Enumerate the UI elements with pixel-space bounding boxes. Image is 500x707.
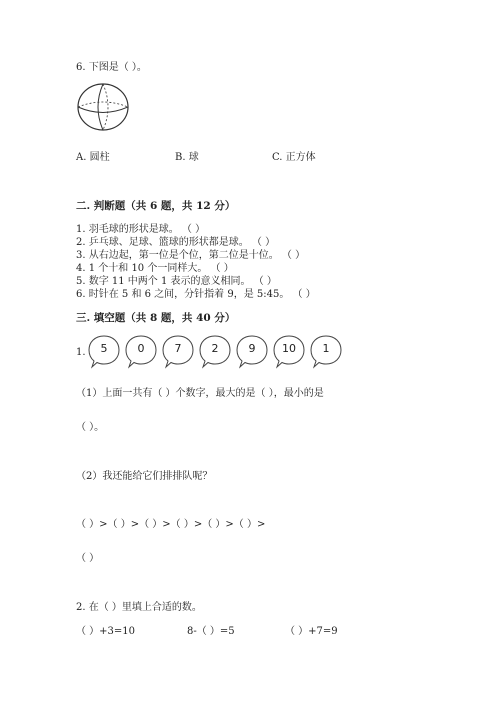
- speech-bubble: [310, 335, 342, 367]
- speech-bubble: [125, 335, 157, 367]
- bubble-number: 7: [174, 342, 182, 355]
- judge-item-6: 6. 时针在 5 和 6 之间，分针指着 9，是 5:45。 （ ）: [76, 289, 316, 300]
- bubble-number: 2: [211, 342, 219, 355]
- option-c: C. 正方体: [272, 152, 316, 163]
- section-2-heading: 二. 判断题（共 6 题，共 12 分）: [76, 200, 236, 212]
- speech-bubble: [199, 335, 231, 367]
- sphere-figure: [76, 82, 130, 132]
- option-a: A. 圆柱: [76, 152, 110, 163]
- equation-2: 8-（ ）=5: [187, 626, 235, 637]
- section-3-heading: 三. 填空题（共 8 题，共 40 分）: [76, 312, 236, 324]
- option-b: B. 球: [175, 152, 199, 163]
- judge-item-4: 4. 1 个十和 10 个一同样大。 （ ）: [76, 263, 234, 274]
- speech-bubble: [162, 335, 194, 367]
- equation-3: （ ）+7=9: [285, 626, 338, 637]
- number-bubbles: [88, 335, 348, 369]
- equation-1: （ ）+3=10: [76, 626, 136, 637]
- bubble-number: 0: [137, 342, 145, 355]
- bubble-number: 1: [322, 342, 330, 355]
- bubble-number: 9: [248, 342, 256, 355]
- ordering-line-1: （ ）>（ ）>（ ）>（ ）>（ ）>（ ）>: [76, 519, 266, 530]
- ordering-line-2: （ ）: [76, 553, 100, 564]
- fill-q1-part1-line2: （ ）。: [76, 422, 105, 433]
- bubble-number: 10: [282, 342, 296, 355]
- judge-item-3: 3. 从右边起，第一位是个位，第二位是十位。 （ ）: [76, 250, 306, 261]
- speech-bubble: [88, 335, 120, 367]
- fill-q1-part2: （2）我还能给它们排排队呢？: [76, 471, 213, 482]
- judge-item-1: 1. 羽毛球的形状是球。 （ ）: [76, 224, 206, 235]
- fill-question-1-number: 1.: [76, 347, 86, 358]
- bubble-number: 5: [100, 342, 108, 355]
- fill-q1-part1-line1: （1）上面一共有（ ）个数字，最大的是（ ），最小的是: [76, 388, 324, 399]
- question-6-prompt: 6. 下图是（ ）。: [76, 62, 147, 73]
- fill-question-2-prompt: 2. 在（ ）里填上合适的数。: [76, 602, 202, 613]
- judge-item-2: 2. 乒乓球、足球、篮球的形状都是球。 （ ）: [76, 237, 276, 248]
- speech-bubble: [236, 335, 268, 367]
- judge-item-5: 5. 数字 11 中两个 1 表示的意义相同。 （ ）: [76, 276, 277, 287]
- speech-bubble: [273, 335, 305, 367]
